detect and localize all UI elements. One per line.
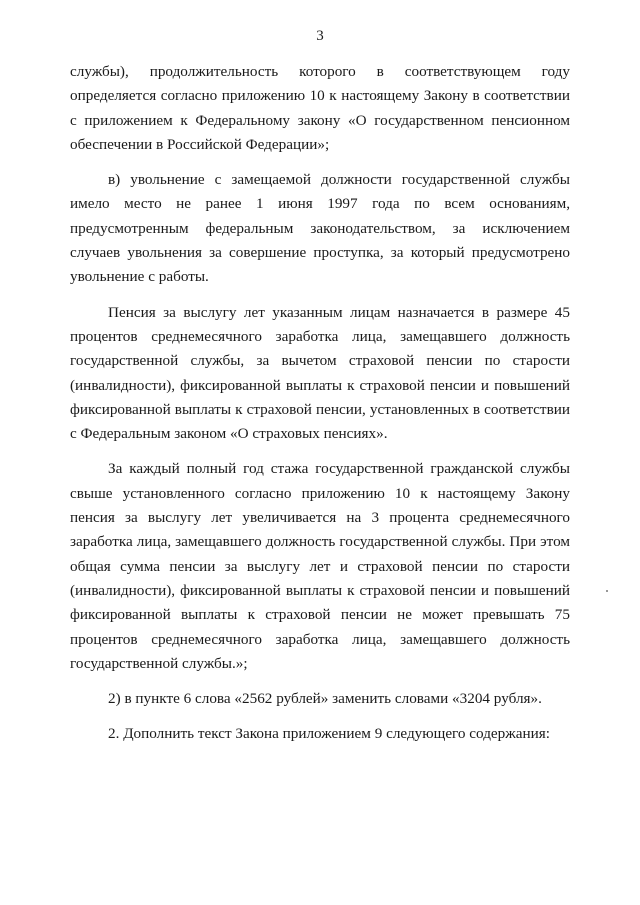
paragraph-dismissal-condition: в) увольнение с замещаемой должности государственной службы имело место не ранее 1 июня 1997 года по всем основаниям, предусмотренным федеральным законодательством, за исключением случаев увольнения за совершение проступка, за который предусмотрено увольнение с работы. [70, 171, 570, 286]
page-number: 3 [316, 28, 324, 44]
scan-dot-mark [606, 590, 608, 592]
paragraph-pension-amount: Пенсия за выслугу лет указанным лицам назначается в размере 45 процентов среднемесячного заработка лица, замещавшего должность государственной службы, за вычетом страховой пенсии по старости (инвалидности), фиксированной выплаты к страховой пенсии и повышений фиксированной выплаты к страховой пенсии, установленных в соответствии с Федеральным законом «О страховых пенсиях». [70, 303, 570, 443]
paragraph-add-appendix-9: 2. Дополнить текст Закона приложением 9 следующего содержания: [108, 725, 550, 743]
paragraph-continuation: службы), продолжительность которого в соответствующем году определяется согласно приложению 10 к настоящему Закону в соответствии с приложением к Федеральному закону «О государственном пенсионном обеспечении в Российской Федерации»; [70, 63, 570, 153]
paragraph-amendment-item-6: 2) в пункте 6 слова «2562 рублей» заменить словами «3204 рубля». [108, 690, 542, 708]
document-body [70, 60, 570, 747]
paragraph-pension-increase: За каждый полный год стажа государственной гражданской службы свыше установленного согласно приложению 10 к настоящему Закону пенсия за выслугу лет увеличивается на 3 процента среднемесячного заработка лица, замещавшего должность государственной службы. При этом общая сумма пенсии за выслугу лет и страховой пенсии по старости (инвалидности), фиксированной выплаты к страховой пенсии и повышений фиксированной выплаты к страховой пенсии не может превышать 75 процентов среднемесячного заработка лица, замещавшего должность государственной службы.»; [70, 460, 570, 672]
